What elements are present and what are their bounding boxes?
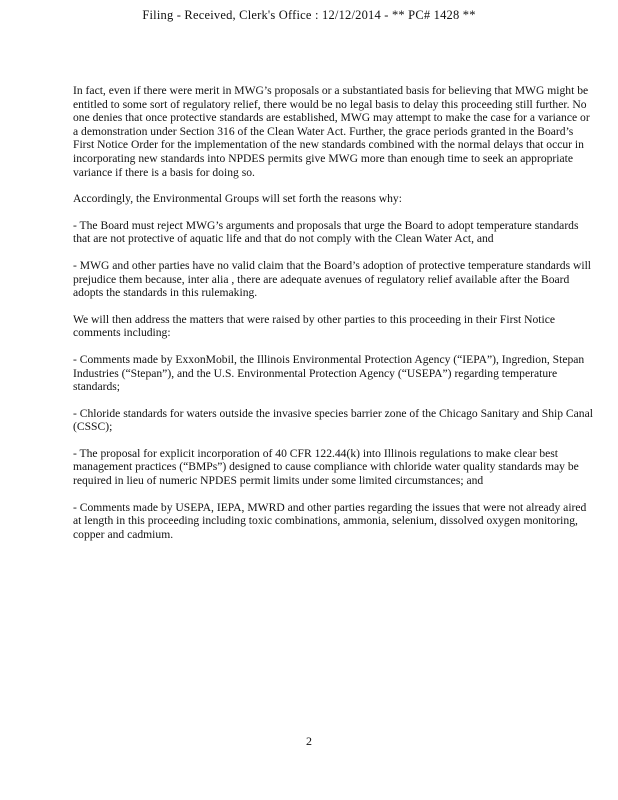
document-body	[73, 84, 595, 554]
bullet-reject-mwg-arguments: - The Board must reject MWG’s arguments and proposals that urge the Board to adopt temperature standards that are not protective of aquatic life and that do not comply with the Clean Water Act, and	[73, 218, 579, 246]
bullet-temperature-comments: - Comments made by ExxonMobil, the Illinois Environmental Protection Agency (“IEPA”), Ingredion, Stepan Industries (“Stepan”), and the U.S. Environmental Protection Agency (“USEPA”) regarding temperature standards;	[73, 352, 585, 394]
bullet-no-valid-prejudice-claim: - MWG and other parties have no valid claim that the Board’s adoption of protective temperature standards will prejudice them because, inter alia , there are adequate avenues of regulatory relief available after the Board adopts the standards in this rulemaking.	[73, 258, 592, 300]
paragraph-merit-argument: In fact, even if there were merit in MWG’s proposals or a substantiated basis for believing that MWG might be entitled to some sort of regulatory relief, there would be no legal basis to delay this proceeding still further. No one denies that once protective standards are established, MWG may attempt to make the case for a variance or a demonstration under Section 316 of the Clean Water Act. Further, the grace periods granted in the Board’s First Notice Order for the implementation of the new standards combined with the normal delays that occur in incorporating new standards into NPDES permits give MWG more than enough time to seek an appropriate variance if there is a basis for doing so.	[73, 84, 590, 179]
paragraph-other-parties-intro: We will then address the matters that were raised by other parties to this proceeding in their First Notice comments including:	[73, 312, 556, 340]
bullet-40cfr-incorporation: - The proposal for explicit incorporation of 40 CFR 122.44(k) into Illinois regulations to make clear best management practices (“BMPs”) designed to cause compliance with chloride water quality standards may be required in lieu of numeric NPDES permit limits under some limited circumstances; and	[73, 446, 579, 488]
page-number: 2	[306, 734, 312, 748]
bullet-chloride-standards: - Chloride standards for waters outside the invasive species barrier zone of the Chicago Sanitary and Ship Canal (CSSC);	[73, 406, 593, 434]
filing-stamp-header: Filing - Received, Clerk's Office : 12/12/2014 - ** PC# 1428 **	[142, 8, 476, 22]
bullet-usepa-iepa-mwrd-comments: - Comments made by USEPA, IEPA, MWRD and other parties regarding the issues that were not already aired at length in this proceeding including toxic combinations, ammonia, selenium, dissolved oxygen monitoring, copper and cadmium.	[73, 500, 587, 541]
paragraph-accordingly: Accordingly, the Environmental Groups will set forth the reasons why:	[73, 192, 402, 206]
